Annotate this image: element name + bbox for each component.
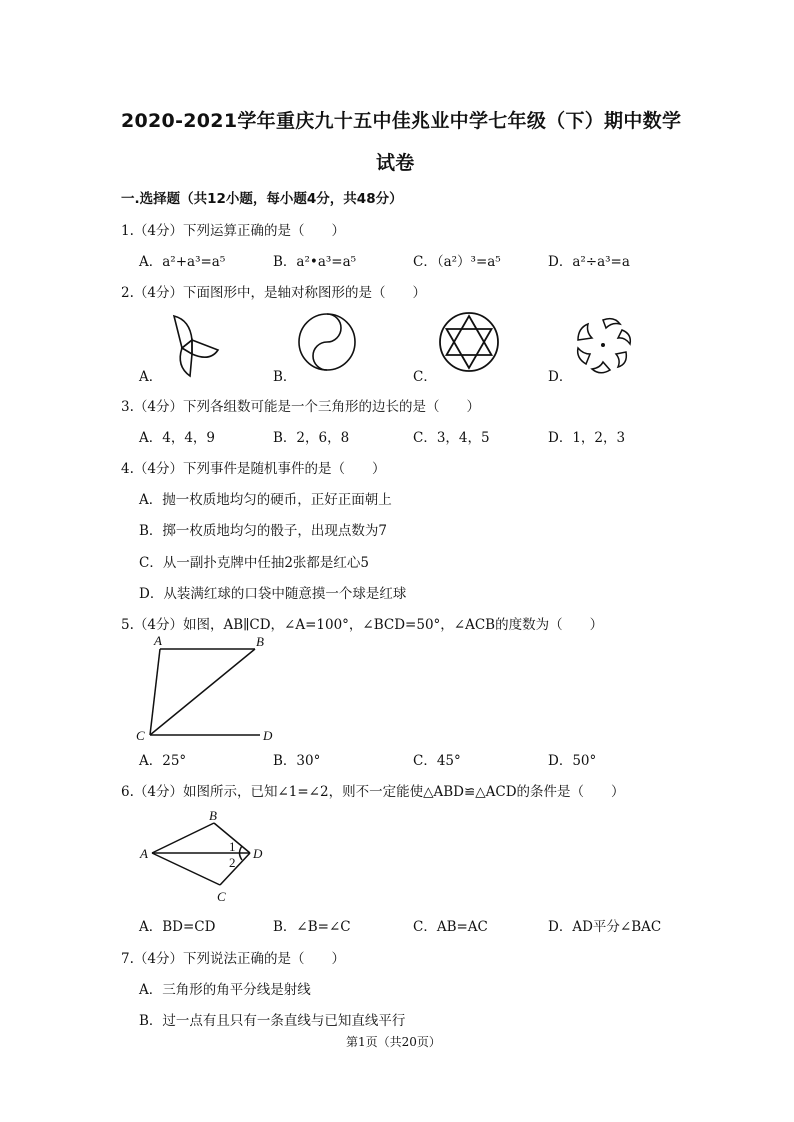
q4-stem: 4.（4分）下列事件是随机事件的是（ ） [121, 461, 386, 477]
kite-figure [138, 806, 278, 906]
q6-option-d: D．AD平分∠BAC [548, 919, 662, 935]
q5-option-a: A．25° [139, 753, 187, 769]
q6-stem: 6.（4分）如图所示，已知∠1=∠2，则不一定能使△ABD≌△ACD的条件是（ ） [121, 784, 625, 800]
q2-stem: 2.（4分）下面图形中，是轴对称图形的是（ ） [121, 285, 426, 301]
q6-label-a: A [140, 846, 148, 861]
q6-label-c: C [217, 889, 226, 904]
q5-option-b: B．30° [273, 753, 321, 769]
q4-option-a: A．抛一枚质地均匀的硬币，正好正面朝上 [139, 492, 392, 508]
q1-option-a: A．a²+a³=a⁵ [139, 254, 226, 270]
q2-option-b: B． [273, 369, 297, 385]
q1-option-d: D．a²÷a³=a [548, 254, 630, 270]
q2-option-a: A． [139, 369, 163, 385]
q5-option-c: C．45° [413, 753, 461, 769]
q6-label-d: D [253, 846, 263, 861]
yin-yang-figure [297, 312, 357, 372]
q4-option-d: D．从装满红球的口袋中随意摸一个球是红球 [139, 586, 407, 602]
section-heading: 一.选择题（共12小题，每小题4分，共48分） [121, 191, 403, 207]
q4-option-b: B．掷一枚质地均匀的骰子，出现点数为7 [139, 523, 388, 539]
q5-stem: 5.（4分）如图，AB∥CD，∠A=100°，∠BCD=50°，∠ACB的度数为（ ） [121, 617, 604, 633]
hexagram-figure [438, 311, 500, 373]
q6-label-1: 1 [229, 839, 236, 854]
q1-stem: 1.（4分）下列运算正确的是（ ） [121, 223, 345, 239]
q7-option-b: B．过一点有且只有一条直线与已知直线平行 [139, 1013, 406, 1029]
q6-option-b: B．∠B=∠C [273, 919, 351, 935]
q4-option-c: C．从一副扑克牌中任抽2张都是红心5 [139, 555, 370, 571]
q6-label-b: B [209, 808, 217, 823]
q1-option-c: C．（a²）³=a⁵ [413, 254, 501, 270]
page-title-line1: 2020-2021学年重庆九十五中佳兆业中学七年级（下）期中数学 [121, 110, 682, 132]
page-footer: 第1页（共20页） [346, 1035, 441, 1049]
q2-option-c: C． [413, 369, 437, 385]
q7-stem: 7.（4分）下列说法正确的是（ ） [121, 951, 345, 967]
q1-option-b: B．a²•a³=a⁵ [273, 254, 357, 270]
q3-option-b: B．2，6，8 [273, 430, 350, 446]
q6-option-a: A．BD=CD [139, 919, 216, 935]
q5-label-c: C [136, 728, 145, 743]
pinwheel-figure [160, 310, 230, 380]
q3-option-a: A．4，4，9 [139, 430, 216, 446]
q6-option-c: C．AB=AC [413, 919, 488, 935]
q5-label-d: D [263, 728, 273, 743]
q5-label-b: B [256, 634, 264, 649]
q3-option-d: D．1，2，3 [548, 430, 626, 446]
q5-option-d: D．50° [548, 753, 597, 769]
q7-option-a: A．三角形的角平分线是射线 [139, 982, 311, 998]
q6-label-2: 2 [229, 855, 236, 870]
swirl-pinwheel-figure [570, 312, 636, 378]
page-title-line2: 试卷 [376, 152, 415, 174]
trapezoid-figure [130, 632, 290, 747]
q5-label-a: A [154, 633, 162, 648]
q3-option-c: C．3，4，5 [413, 430, 490, 446]
q3-stem: 3.（4分）下列各组数可能是一个三角形的边长的是（ ） [121, 399, 480, 415]
q2-option-d: D． [548, 369, 573, 385]
